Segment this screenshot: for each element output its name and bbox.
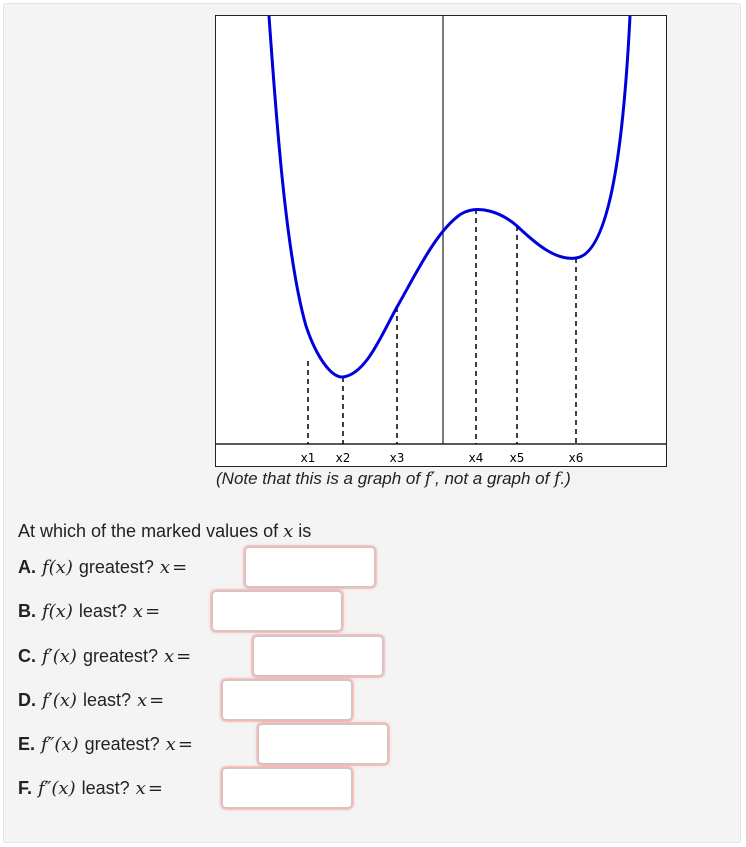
question-lhs: x (159, 556, 171, 578)
question-expr: f′(x) (42, 689, 77, 711)
question-lhs: x (132, 600, 144, 622)
question-e (18, 723, 193, 765)
question-eq: = (172, 556, 188, 578)
marker-label-x6: x6 (568, 451, 584, 465)
marker-label-x2: x2 (335, 451, 351, 465)
question-a (18, 546, 187, 588)
question-letter: A. (18, 556, 36, 577)
question-lhs: x (164, 645, 175, 667)
question-word: least? (78, 600, 127, 621)
answer-input-c[interactable] (253, 636, 383, 676)
question-eq: = (177, 733, 193, 755)
question-expr: f(x) (42, 556, 73, 578)
caption-prefix: (Note that this is a graph of (216, 469, 425, 488)
intro-text: At which of the marked values of (18, 521, 284, 541)
question-letter: B. (18, 600, 36, 621)
graph-svg (216, 16, 667, 467)
intro-var: x (283, 521, 294, 542)
caption-f: f (554, 469, 561, 489)
question-word: greatest? (78, 556, 154, 577)
marker-label-x5: x5 (509, 451, 525, 465)
graph-caption (216, 469, 686, 489)
question-lhs: x (165, 733, 176, 755)
question-word: least? (82, 689, 131, 710)
derivative-graph (215, 15, 667, 467)
question-word: greatest? (82, 645, 159, 666)
question-word: greatest? (84, 733, 160, 754)
answer-input-f[interactable] (222, 768, 352, 808)
answer-input-d[interactable] (222, 680, 352, 720)
question-eq: = (147, 777, 163, 799)
answer-input-e[interactable] (258, 724, 388, 764)
question-letter: E. (18, 733, 36, 754)
question-letter: C. (18, 645, 36, 666)
caption-suffix: .) (560, 469, 571, 488)
question-c (18, 635, 191, 677)
question-expr: f″(x) (41, 733, 79, 755)
question-f (18, 767, 163, 809)
question-lhs: x (135, 777, 146, 799)
question-expr: f″(x) (38, 777, 76, 799)
answer-input-b[interactable] (212, 591, 342, 631)
question-letter: D. (18, 689, 36, 710)
question-word: least? (81, 777, 130, 798)
question-expr: f(x) (42, 600, 73, 622)
caption-fprime: f′ (424, 469, 435, 489)
caption-middle: , not a graph of (435, 469, 555, 488)
question-eq: = (176, 645, 192, 667)
marker-label-x3: x3 (389, 451, 405, 465)
question-d (18, 679, 164, 721)
question-intro (18, 521, 311, 542)
question-eq: = (149, 689, 165, 711)
question-expr: f′(x) (42, 645, 77, 667)
question-b (18, 590, 160, 632)
intro-text-end: is (293, 521, 312, 541)
marker-label-x1: x1 (300, 451, 316, 465)
question-lhs: x (137, 689, 148, 711)
marker-label-x4: x4 (468, 451, 484, 465)
question-letter: F. (18, 777, 33, 798)
question-eq: = (145, 600, 161, 622)
answer-input-a[interactable] (245, 547, 375, 587)
